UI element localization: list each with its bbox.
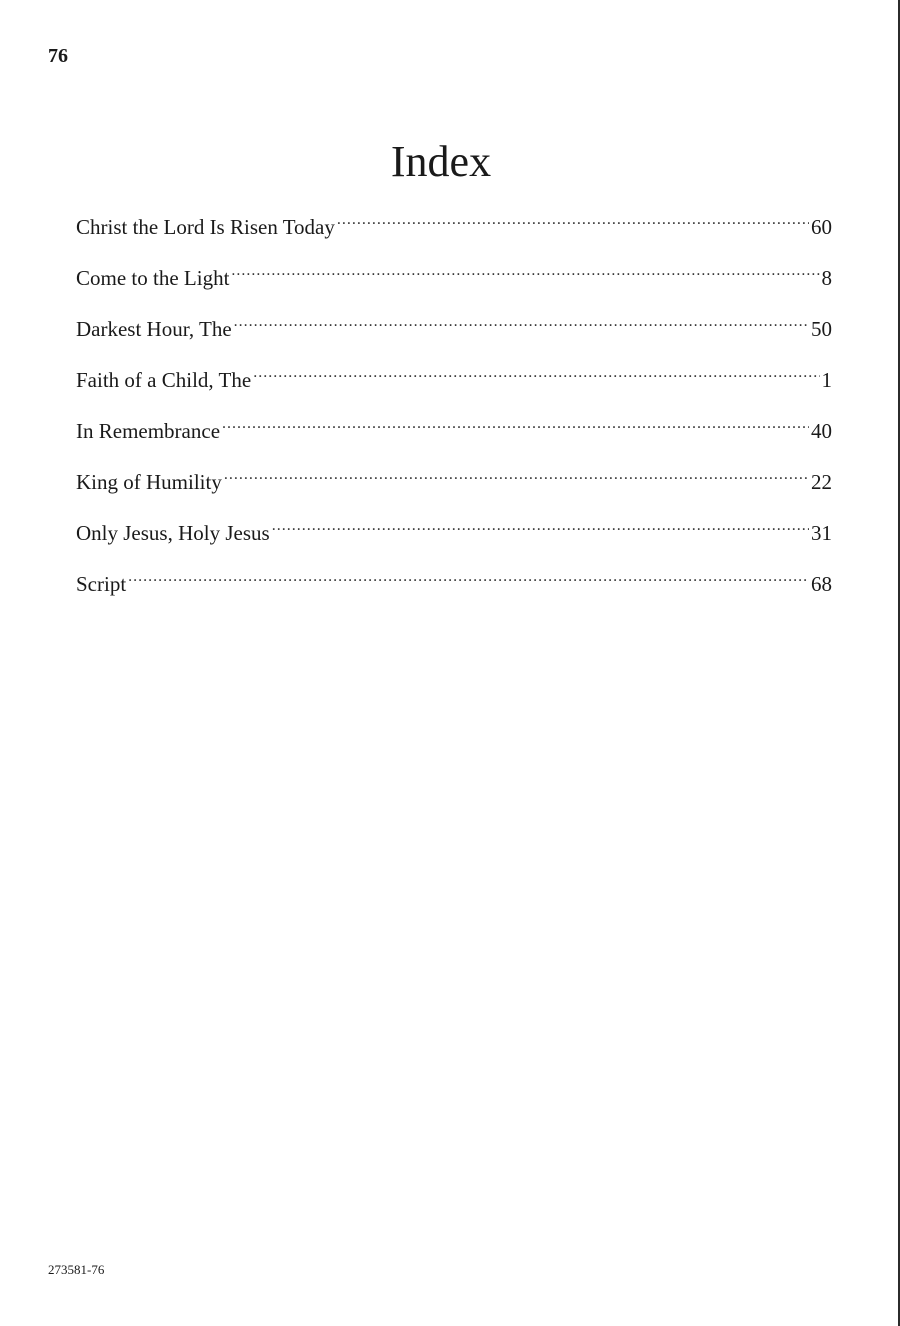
- index-entry-title: In Remembrance: [76, 419, 221, 443]
- index-entry: [76, 408, 832, 459]
- index-entry: [76, 510, 832, 561]
- index-entry: [76, 357, 832, 408]
- index-entry-page: 68: [811, 572, 832, 596]
- index-entry-page: 1: [821, 368, 832, 392]
- index-entry-page: 50: [811, 317, 832, 341]
- index-entry: [76, 255, 832, 306]
- dot-leader: [224, 459, 809, 489]
- index-entry-page: 31: [811, 521, 832, 545]
- index-entry-page: 8: [821, 266, 832, 290]
- index-entry: [76, 306, 832, 357]
- index-entry-title: Faith of a Child, The: [76, 368, 252, 392]
- index-entry-page: 60: [811, 215, 832, 239]
- footer-catalog-code: 273581-76: [48, 1262, 105, 1277]
- dot-leader: [234, 306, 809, 336]
- index-entry-page: 22: [811, 470, 832, 494]
- index-entry-title: Only Jesus, Holy Jesus: [76, 521, 270, 545]
- index-entry: [76, 459, 832, 510]
- index-entry-page: 40: [811, 419, 832, 443]
- index-entry: [76, 561, 832, 612]
- dot-leader: [272, 510, 809, 540]
- dot-leader: [337, 204, 809, 234]
- index-entry-title: King of Humility: [76, 470, 222, 494]
- page-number: 76: [48, 45, 68, 67]
- dot-leader: [222, 408, 809, 438]
- dot-leader: [231, 255, 819, 285]
- index-entry-title: Come to the Light: [76, 266, 230, 290]
- index-entry-title: Darkest Hour, The: [76, 317, 232, 341]
- index-entry-title: Script: [76, 572, 127, 596]
- dot-leader: [253, 357, 819, 387]
- dot-leader: [128, 561, 809, 591]
- page-title: Index: [390, 137, 492, 186]
- index-entry-title: Christ the Lord Is Risen Today: [76, 215, 335, 239]
- index-list: [76, 204, 832, 612]
- index-entry: [76, 204, 832, 255]
